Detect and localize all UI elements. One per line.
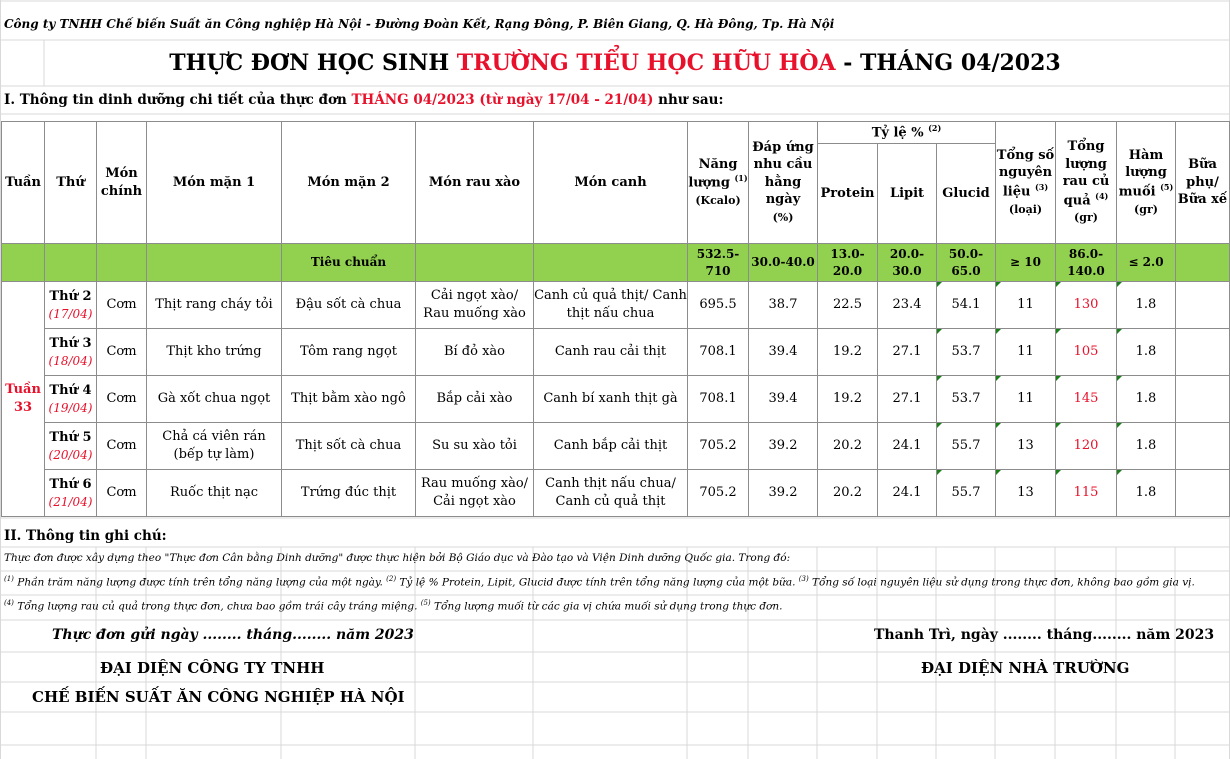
section1-heading — [4, 92, 723, 108]
muoi-cell: 1.8 — [1117, 282, 1176, 329]
nang-luong-cell: 708.1 — [688, 329, 749, 376]
nang-luong-cell: 705.2 — [688, 423, 749, 470]
muoi-cell: 1.8 — [1117, 376, 1176, 423]
header-ty-le: Tỷ lệ % $^{(2)}$ — [818, 122, 996, 144]
header-mon-rau-xao: Món rau xào — [416, 122, 534, 244]
table-row — [2, 376, 1230, 423]
header-ham-luong-muoi: Hàm lượng muối $^{(5)}$ (gr) — [1117, 122, 1176, 244]
mon-rau-cell: Cải ngọt xào/ Rau muống xào — [416, 282, 534, 329]
company-representative-line1: ĐẠI DIỆN CÔNG TY TNHH — [100, 659, 325, 677]
title-part2: - THÁNG 04/2023 — [843, 50, 1061, 76]
header-bua-phu: Bữa phụ/ Bữa xế — [1176, 122, 1230, 244]
standard-glucid: 50.0-65.0 — [937, 244, 996, 282]
tong-rau-cell: 115 — [1056, 470, 1117, 517]
standard-row — [2, 244, 1230, 282]
protein-cell: 22.5 — [818, 282, 878, 329]
note-line-2: $^{(4)}$ Tổng lượng rau củ quả trong thực đơn, chưa bao gồm trái cây tráng miệng. $^{(5)}$ Tổng lượng muối từ các gia vị chứa muối sử dụng trong thực đơn. — [4, 599, 783, 613]
header-mon-chinh: Món chính — [97, 122, 147, 244]
mon-chinh-cell: Cơm — [97, 282, 147, 329]
day-cell: Thứ 2 (17/04) — [45, 282, 97, 329]
nang-luong-cell: 695.5 — [688, 282, 749, 329]
mon-man-2-cell: Tôm rang ngọt — [282, 329, 416, 376]
header-nang-luong: Năng lượng $^{(1)}$ (Kcalo) — [688, 122, 749, 244]
header-mon-man-2: Món mặn 2 — [282, 122, 416, 244]
standard-tong-rau: 86.0-140.0 — [1056, 244, 1117, 282]
protein-cell: 20.2 — [818, 470, 878, 517]
header-glucid: Glucid — [937, 144, 996, 244]
tong-nl-cell: 13 — [996, 423, 1056, 470]
header-tuan: Tuần — [2, 122, 45, 244]
dap-ung-cell: 39.4 — [749, 376, 818, 423]
day-cell: Thứ 3 (18/04) — [45, 329, 97, 376]
mon-man-2-cell: Đậu sốt cà chua — [282, 282, 416, 329]
mon-man-1-cell: Ruốc thịt nạc — [147, 470, 282, 517]
header-tong-rau: Tổng lượng rau củ quả $^{(4)}$ (gr) — [1056, 122, 1117, 244]
mon-man-1-cell: Thịt rang cháy tỏi — [147, 282, 282, 329]
header-tong-nguyen-lieu: Tổng số nguyên liệu $^{(3)}$ (loại) — [996, 122, 1056, 244]
bua-phu-cell — [1176, 282, 1230, 329]
company-representative-line2: CHẾ BIẾN SUẤT ĂN CÔNG NGHIỆP HÀ NỘI — [32, 688, 405, 706]
menu-table — [1, 121, 1230, 517]
section1-prefix: I. Thông tin dinh dưỡng chi tiết của thực đơn — [4, 92, 347, 108]
bua-phu-cell — [1176, 423, 1230, 470]
header-dap-ung: Đáp ứng nhu cầu hằng ngày (%) — [749, 122, 818, 244]
protein-cell: 19.2 — [818, 329, 878, 376]
glucid-cell: 53.7 — [937, 329, 996, 376]
mon-rau-cell: Bí đỏ xào — [416, 329, 534, 376]
company-address: Công ty TNHH Chế biến Suất ăn Công nghiệp Hà Nội - Đường Đoàn Kết, Rạng Đông, P. Biên Giang, Q. Hà Đông, Tp. Hà Nội — [4, 17, 835, 31]
dap-ung-cell: 39.2 — [749, 470, 818, 517]
tong-nl-cell: 11 — [996, 282, 1056, 329]
lipit-cell: 24.1 — [878, 470, 937, 517]
glucid-cell: 55.7 — [937, 470, 996, 517]
table-row — [2, 423, 1230, 470]
table-row — [2, 470, 1230, 517]
muoi-cell: 1.8 — [1117, 423, 1176, 470]
bua-phu-cell — [1176, 470, 1230, 517]
standard-lipit: 20.0-30.0 — [878, 244, 937, 282]
page-title — [0, 50, 1230, 76]
mon-canh-cell: Canh rau cải thịt — [534, 329, 688, 376]
dap-ung-cell: 38.7 — [749, 282, 818, 329]
table-row — [2, 329, 1230, 376]
mon-canh-cell: Canh thịt nấu chua/ Canh củ quả thịt — [534, 470, 688, 517]
header-thu: Thứ — [45, 122, 97, 244]
note-intro: Thực đơn được xây dựng theo "Thực đơn Cân bằng Dinh dưỡng" được thực hiện bởi Bộ Giáo dục và Đào tạo và Viện Dinh dưỡng Quốc gia. Trong đó: — [4, 552, 791, 564]
title-part1: THỰC ĐƠN HỌC SINH — [169, 50, 450, 76]
dap-ung-cell: 39.4 — [749, 329, 818, 376]
glucid-cell: 54.1 — [937, 282, 996, 329]
mon-chinh-cell: Cơm — [97, 470, 147, 517]
standard-label: Tiêu chuẩn — [282, 244, 416, 282]
glucid-cell: 55.7 — [937, 423, 996, 470]
title-school: TRƯỜNG TIỂU HỌC HỮU HÒA — [456, 50, 836, 76]
mon-man-1-cell: Thịt kho trứng — [147, 329, 282, 376]
sent-date-line: Thực đơn gửi ngày ........ tháng........ năm 2023 — [52, 627, 414, 643]
mon-rau-cell: Rau muống xào/ Cải ngọt xào — [416, 470, 534, 517]
mon-man-2-cell: Thịt bằm xào ngô — [282, 376, 416, 423]
tong-rau-cell: 105 — [1056, 329, 1117, 376]
mon-man-1-cell: Gà xốt chua ngọt — [147, 376, 282, 423]
school-representative: ĐẠI DIỆN NHÀ TRƯỜNG — [921, 659, 1130, 677]
mon-rau-cell: Su su xào tỏi — [416, 423, 534, 470]
mon-chinh-cell: Cơm — [97, 329, 147, 376]
muoi-cell: 1.8 — [1117, 470, 1176, 517]
lipit-cell: 27.1 — [878, 376, 937, 423]
section1-period: THÁNG 04/2023 (từ ngày 17/04 - 21/04) — [351, 92, 654, 108]
mon-canh-cell: Canh củ quả thịt/ Canh thịt nấu chua — [534, 282, 688, 329]
standard-muoi: ≤ 2.0 — [1117, 244, 1176, 282]
tong-rau-cell: 130 — [1056, 282, 1117, 329]
bua-phu-cell — [1176, 329, 1230, 376]
protein-cell: 20.2 — [818, 423, 878, 470]
mon-chinh-cell: Cơm — [97, 376, 147, 423]
bua-phu-cell — [1176, 376, 1230, 423]
day-cell: Thứ 4 (19/04) — [45, 376, 97, 423]
protein-cell: 19.2 — [818, 376, 878, 423]
standard-protein: 13.0-20.0 — [818, 244, 878, 282]
header-protein: Protein — [818, 144, 878, 244]
lipit-cell: 23.4 — [878, 282, 937, 329]
mon-chinh-cell: Cơm — [97, 423, 147, 470]
day-cell: Thứ 6 (21/04) — [45, 470, 97, 517]
standard-tong-nl: ≥ 10 — [996, 244, 1056, 282]
mon-canh-cell: Canh bắp cải thịt — [534, 423, 688, 470]
tong-nl-cell: 13 — [996, 470, 1056, 517]
lipit-cell: 24.1 — [878, 423, 937, 470]
table-row — [2, 282, 1230, 329]
tong-rau-cell: 145 — [1056, 376, 1117, 423]
tong-nl-cell: 11 — [996, 376, 1056, 423]
nang-luong-cell: 708.1 — [688, 376, 749, 423]
section2-heading: II. Thông tin ghi chú: — [4, 528, 167, 544]
week-label: Tuần 33 — [2, 282, 45, 517]
header-lipit: Lipit — [878, 144, 937, 244]
lipit-cell: 27.1 — [878, 329, 937, 376]
place-date-line: Thanh Trì, ngày ........ tháng........ năm 2023 — [874, 627, 1215, 643]
standard-nang-luong: 532.5-710 — [688, 244, 749, 282]
tong-nl-cell: 11 — [996, 329, 1056, 376]
note-line-1: $^{(1)}$ Phần trăm năng lượng được tính trên tổng năng lượng của một ngày. $^{(2)}$ Tỷ lệ % Protein, Lipit, Glucid được tính trên tổng năng lượng của một bữa. $^{(3)}$ Tổng số loại nguyên liệu sử dụng trong thực đơn, không bao gồm gia vị. — [4, 575, 1195, 589]
dap-ung-cell: 39.2 — [749, 423, 818, 470]
mon-man-2-cell: Trứng đúc thịt — [282, 470, 416, 517]
header-mon-canh: Món canh — [534, 122, 688, 244]
muoi-cell: 1.8 — [1117, 329, 1176, 376]
glucid-cell: 53.7 — [937, 376, 996, 423]
day-cell: Thứ 5 (20/04) — [45, 423, 97, 470]
mon-man-1-cell: Chả cá viên rán (bếp tự làm) — [147, 423, 282, 470]
mon-man-2-cell: Thịt sốt cà chua — [282, 423, 416, 470]
tong-rau-cell: 120 — [1056, 423, 1117, 470]
header-mon-man-1: Món mặn 1 — [147, 122, 282, 244]
standard-dap-ung: 30.0-40.0 — [749, 244, 818, 282]
mon-canh-cell: Canh bí xanh thịt gà — [534, 376, 688, 423]
nang-luong-cell: 705.2 — [688, 470, 749, 517]
mon-rau-cell: Bắp cải xào — [416, 376, 534, 423]
section1-suffix: như sau: — [658, 92, 724, 108]
